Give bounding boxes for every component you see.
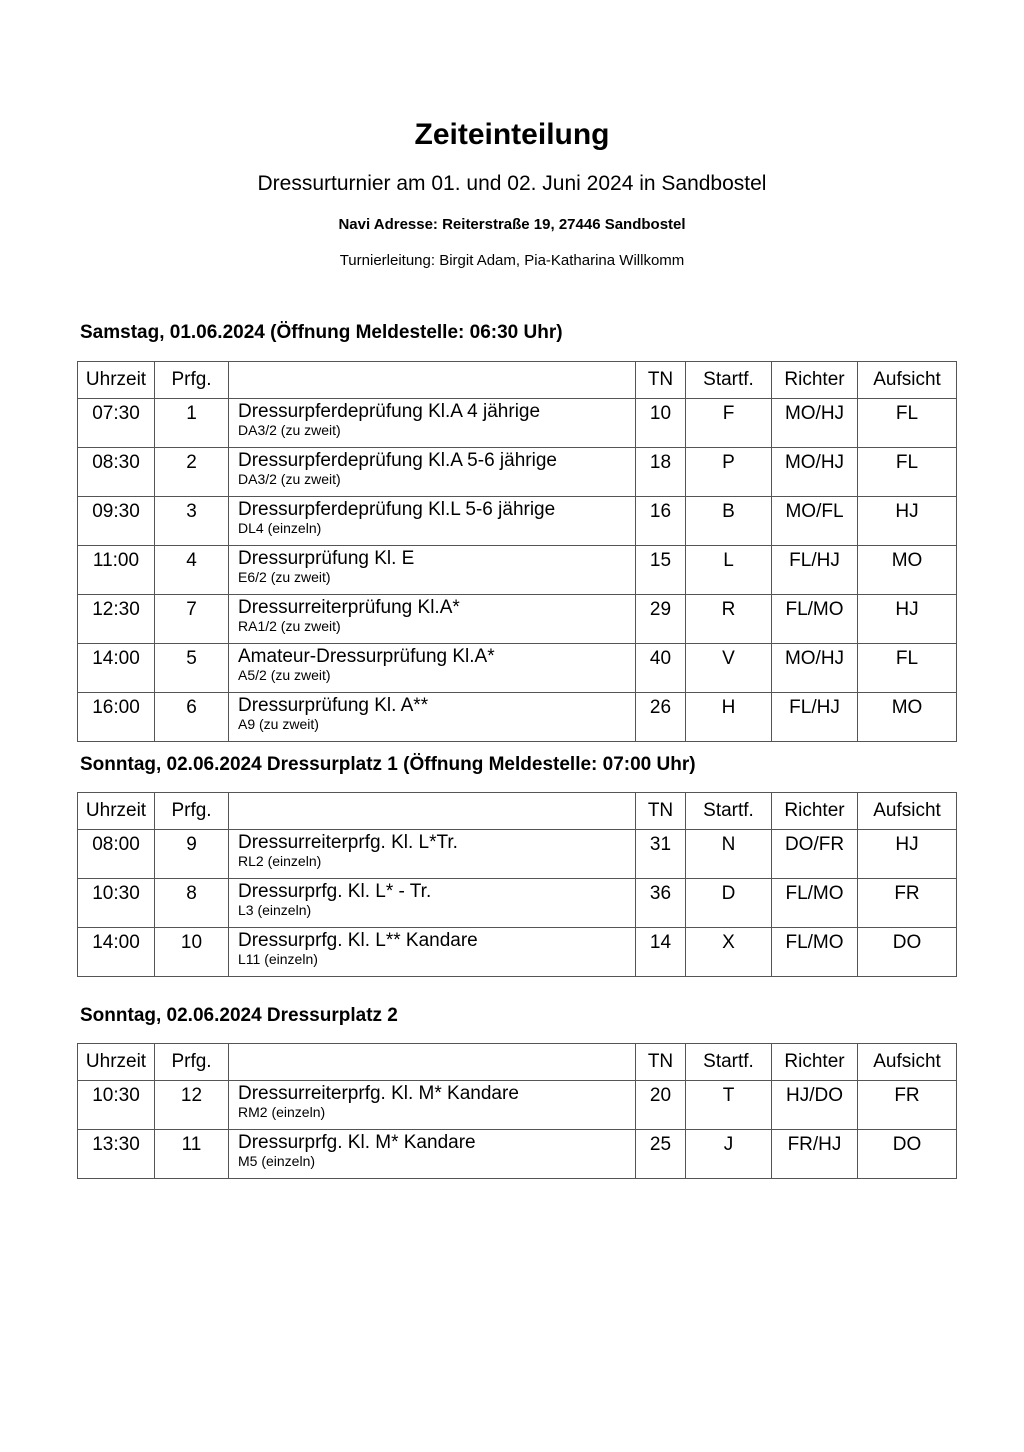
table-row — [78, 693, 957, 742]
column-header-participants: TN — [636, 1044, 686, 1081]
cell-supervision: MO — [858, 546, 957, 595]
test-subtitle: RL2 (einzeln) — [238, 853, 322, 869]
cell-time: 08:00 — [78, 830, 155, 879]
cell-name — [229, 693, 636, 742]
cell-time: 14:00 — [78, 644, 155, 693]
table-row — [78, 399, 957, 448]
section-heading-sunday-arena-2: Sonntag, 02.06.2024 Dressurplatz 2 — [80, 1005, 398, 1026]
cell-start: D — [686, 879, 772, 928]
column-header-start: Startf. — [686, 793, 772, 830]
cell-name — [229, 497, 636, 546]
cell-supervision: DO — [858, 928, 957, 977]
cell-judges: FL/HJ — [772, 546, 858, 595]
test-name: Dressurprfg. Kl. M* Kandare — [238, 1132, 476, 1153]
cell-participants: 10 — [636, 399, 686, 448]
cell-start: X — [686, 928, 772, 977]
cell-judges: MO/FL — [772, 497, 858, 546]
test-name: Dressurreiterprfg. Kl. L*Tr. — [238, 832, 458, 853]
cell-time: 12:30 — [78, 595, 155, 644]
cell-name — [229, 399, 636, 448]
cell-test: 2 — [155, 448, 229, 497]
cell-supervision: HJ — [858, 497, 957, 546]
cell-name — [229, 928, 636, 977]
table-header-row — [78, 1044, 957, 1081]
test-name: Dressurprfg. Kl. L** Kandare — [238, 930, 478, 951]
cell-test: 12 — [155, 1081, 229, 1130]
column-header-time: Uhrzeit — [78, 1044, 155, 1081]
event-subtitle: Dressurturnier am 01. und 02. Juni 2024 in Sandbostel — [257, 172, 767, 195]
table-row — [78, 1130, 957, 1179]
cell-judges: MO/HJ — [772, 644, 858, 693]
column-header-time: Uhrzeit — [78, 793, 155, 830]
table-row — [78, 595, 957, 644]
cell-participants: 29 — [636, 595, 686, 644]
cell-test: 1 — [155, 399, 229, 448]
cell-supervision: HJ — [858, 830, 957, 879]
navigation-address: Navi Adresse: Reiterstraße 19, 27446 Sandbostel — [338, 216, 686, 233]
column-header-judges: Richter — [772, 793, 858, 830]
cell-participants: 25 — [636, 1130, 686, 1179]
column-header-test: Prfg. — [155, 1044, 229, 1081]
column-header-start: Startf. — [686, 1044, 772, 1081]
schedule-table-sunday-arena-2 — [77, 1043, 957, 1179]
column-header-supervision: Aufsicht — [858, 362, 957, 399]
cell-supervision: FR — [858, 879, 957, 928]
test-name: Dressurprüfung Kl. E — [238, 548, 415, 569]
cell-start: L — [686, 546, 772, 595]
table-header-row — [78, 362, 957, 399]
cell-start: R — [686, 595, 772, 644]
test-subtitle: RM2 (einzeln) — [238, 1104, 326, 1120]
cell-time: 09:30 — [78, 497, 155, 546]
column-header-judges: Richter — [772, 1044, 858, 1081]
cell-participants: 18 — [636, 448, 686, 497]
column-header-time: Uhrzeit — [78, 362, 155, 399]
test-name: Amateur-Dressurprüfung Kl.A* — [238, 646, 495, 667]
cell-time: 10:30 — [78, 879, 155, 928]
cell-test: 10 — [155, 928, 229, 977]
cell-name — [229, 546, 636, 595]
cell-name — [229, 830, 636, 879]
tournament-management: Turnierleitung: Birgit Adam, Pia-Katharina Willkomm — [339, 252, 685, 269]
schedule-table-saturday — [77, 361, 957, 742]
column-header-start: Startf. — [686, 362, 772, 399]
table-row — [78, 879, 957, 928]
cell-name — [229, 879, 636, 928]
cell-start: N — [686, 830, 772, 879]
cell-participants: 15 — [636, 546, 686, 595]
cell-supervision: MO — [858, 693, 957, 742]
test-name: Dressurpferdeprüfung Kl.L 5-6 jährige — [238, 499, 556, 520]
cell-judges: FL/HJ — [772, 693, 858, 742]
test-name: Dressurreiterprüfung Kl.A* — [238, 597, 460, 618]
cell-test: 4 — [155, 546, 229, 595]
column-header-participants: TN — [636, 362, 686, 399]
cell-time: 11:00 — [78, 546, 155, 595]
cell-participants: 14 — [636, 928, 686, 977]
test-subtitle: E6/2 (zu zweit) — [238, 569, 331, 585]
cell-start: V — [686, 644, 772, 693]
test-name: Dressurprüfung Kl. A** — [238, 695, 429, 716]
test-subtitle: L11 (einzeln) — [238, 951, 318, 967]
cell-name — [229, 1130, 636, 1179]
schedule-table-sunday-arena-1 — [77, 792, 957, 977]
cell-supervision: FR — [858, 1081, 957, 1130]
cell-judges: MO/HJ — [772, 448, 858, 497]
column-header-name — [229, 362, 636, 399]
cell-judges: FL/MO — [772, 595, 858, 644]
section-heading-saturday: Samstag, 01.06.2024 (Öffnung Meldestelle: 06:30 Uhr) — [80, 322, 563, 343]
cell-participants: 36 — [636, 879, 686, 928]
cell-start: T — [686, 1081, 772, 1130]
cell-name — [229, 595, 636, 644]
column-header-test: Prfg. — [155, 362, 229, 399]
table-row — [78, 830, 957, 879]
cell-start: J — [686, 1130, 772, 1179]
column-header-name — [229, 793, 636, 830]
cell-supervision: HJ — [858, 595, 957, 644]
table-row — [78, 928, 957, 977]
cell-start: H — [686, 693, 772, 742]
cell-supervision: FL — [858, 399, 957, 448]
cell-judges: FL/MO — [772, 928, 858, 977]
cell-participants: 31 — [636, 830, 686, 879]
cell-test: 7 — [155, 595, 229, 644]
column-header-supervision: Aufsicht — [858, 793, 957, 830]
cell-judges: HJ/DO — [772, 1081, 858, 1130]
cell-name — [229, 1081, 636, 1130]
table-row — [78, 644, 957, 693]
cell-test: 5 — [155, 644, 229, 693]
table-row — [78, 546, 957, 595]
cell-participants: 16 — [636, 497, 686, 546]
cell-test: 6 — [155, 693, 229, 742]
cell-supervision: DO — [858, 1130, 957, 1179]
cell-judges: DO/FR — [772, 830, 858, 879]
test-name: Dressurpferdeprüfung Kl.A 5-6 jährige — [238, 450, 557, 471]
cell-judges: FL/MO — [772, 879, 858, 928]
column-header-participants: TN — [636, 793, 686, 830]
test-subtitle: RA1/2 (zu zweit) — [238, 618, 341, 634]
test-subtitle: DA3/2 (zu zweit) — [238, 471, 341, 487]
cell-time: 16:00 — [78, 693, 155, 742]
cell-participants: 26 — [636, 693, 686, 742]
cell-test: 3 — [155, 497, 229, 546]
cell-start: P — [686, 448, 772, 497]
column-header-name — [229, 1044, 636, 1081]
column-header-judges: Richter — [772, 362, 858, 399]
cell-judges: MO/HJ — [772, 399, 858, 448]
cell-test: 8 — [155, 879, 229, 928]
cell-name — [229, 448, 636, 497]
cell-test: 11 — [155, 1130, 229, 1179]
test-name: Dressurpferdeprüfung Kl.A 4 jährige — [238, 401, 541, 422]
test-name: Dressurprfg. Kl. L* - Tr. — [238, 881, 432, 902]
page-title: Zeiteinteilung — [414, 118, 610, 151]
test-subtitle: DL4 (einzeln) — [238, 520, 322, 536]
cell-time: 07:30 — [78, 399, 155, 448]
table-row — [78, 1081, 957, 1130]
test-subtitle: A5/2 (zu zweit) — [238, 667, 331, 683]
cell-start: B — [686, 497, 772, 546]
test-subtitle: M5 (einzeln) — [238, 1153, 316, 1169]
cell-judges: FR/HJ — [772, 1130, 858, 1179]
cell-supervision: FL — [858, 644, 957, 693]
test-subtitle: A9 (zu zweit) — [238, 716, 319, 732]
table-row — [78, 497, 957, 546]
cell-time: 13:30 — [78, 1130, 155, 1179]
cell-time: 10:30 — [78, 1081, 155, 1130]
cell-time: 14:00 — [78, 928, 155, 977]
section-heading-sunday-arena-1: Sonntag, 02.06.2024 Dressurplatz 1 (Öffnung Meldestelle: 07:00 Uhr) — [80, 754, 696, 775]
test-name: Dressurreiterprfg. Kl. M* Kandare — [238, 1083, 519, 1104]
cell-start: F — [686, 399, 772, 448]
cell-time: 08:30 — [78, 448, 155, 497]
table-header-row — [78, 793, 957, 830]
cell-name — [229, 644, 636, 693]
column-header-supervision: Aufsicht — [858, 1044, 957, 1081]
column-header-test: Prfg. — [155, 793, 229, 830]
test-subtitle: DA3/2 (zu zweit) — [238, 422, 341, 438]
cell-participants: 40 — [636, 644, 686, 693]
cell-supervision: FL — [858, 448, 957, 497]
test-subtitle: L3 (einzeln) — [238, 902, 312, 918]
cell-participants: 20 — [636, 1081, 686, 1130]
table-row — [78, 448, 957, 497]
cell-test: 9 — [155, 830, 229, 879]
